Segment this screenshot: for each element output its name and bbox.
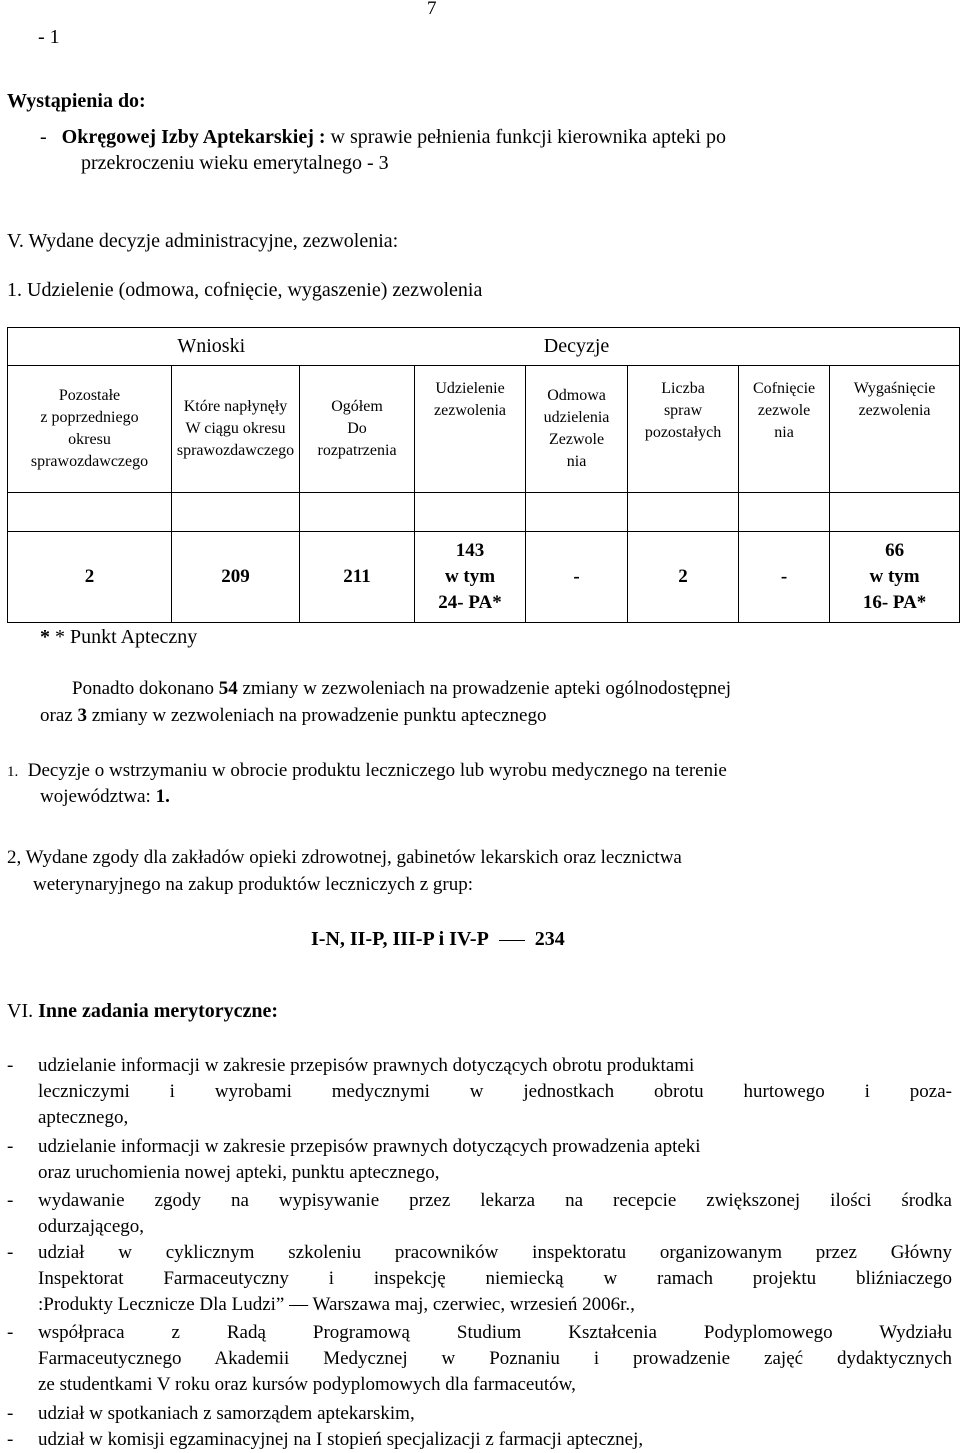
left-mark: - 1: [38, 26, 60, 48]
column-header: Które napłynęły W ciągu okresu sprawozdawczego: [172, 366, 300, 493]
column-header: Pozostałe z poprzedniego okresu sprawozdawczego: [8, 366, 172, 493]
decisions-line1: 1. Decyzje o wstrzymaniu w obrocie produktu leczniczego lub wyrobu medycznego na terenie: [7, 760, 727, 781]
appeals-item: [40, 126, 726, 149]
table-row: [8, 532, 960, 623]
appeals-dash: -: [40, 126, 62, 148]
table-cell: 66 w tym 16- PA*: [830, 532, 960, 623]
section-vi-title: VI. Inne zadania merytoryczne:: [7, 1000, 279, 1022]
table-cell: -: [526, 532, 628, 623]
group-wnioski: Wnioski: [8, 328, 415, 366]
changes-line1: Ponadto dokonano 54 zmiany w zezwoleniach na prowadzenie apteki ogólnodostępnej: [72, 678, 732, 699]
section-v-subtitle: 1. Udzielenie (odmowa, cofnięcie, wygaszenie) zezwolenia: [7, 279, 483, 301]
table-cell: 143 w tym 24- PA*: [415, 532, 526, 623]
list-item: - udzielanie informacji w zakresie przepisów prawnych dotyczących obrotu produktami leczniczymi i wyrobami medycznymi w jednostkach obrotu hurtowego i poza- aptecznego,: [7, 1055, 952, 1128]
table-header-row: [8, 366, 960, 493]
decisions-line2: województwa: 1.: [40, 786, 170, 807]
group-decyzje: Decyzje: [415, 328, 739, 366]
consents-groups: I-N, II-P, III-P i IV-P 234: [311, 928, 565, 950]
list-item: - udzielanie informacji w zakresie przepisów prawnych dotyczących prowadzenia apteki oraz uruchomienia nowej apteki, punktu aptecznego,: [7, 1136, 701, 1183]
section-v-title: V. Wydane decyzje administracyjne, zezwolenia:: [7, 230, 399, 252]
column-header: Liczba spraw pozostałych: [628, 366, 739, 493]
table-group-row: [8, 328, 960, 366]
footnote: * * Punkt Apteczny: [40, 626, 198, 648]
permits-table: [7, 327, 960, 623]
column-header: Cofnięcie zezwole nia: [739, 366, 830, 493]
list-item: - współpraca z Radą Programową Studium Kształcenia Podyplomowego Wydziału Farmaceutycznego Akademii Medycznej w Poznaniu i prowadzenie zajęć dydaktycznych ze studentkami V roku oraz kursów podyplomowych dla farmaceutów,: [7, 1322, 952, 1395]
table-cell: -: [739, 532, 830, 623]
list-item: - udział w spotkaniach z samorządem aptekarskim,: [7, 1403, 415, 1424]
page-number: 7: [427, 0, 437, 19]
consents-line2: weterynaryjnego na zakup produktów leczniczych z grup:: [33, 874, 473, 895]
table-cell: 209: [172, 532, 300, 623]
column-header: Odmowa udzielenia Zezwole nia: [526, 366, 628, 493]
column-header: Wygaśnięcie zezwolenia: [830, 366, 960, 493]
table-gap-row: [8, 493, 960, 532]
changes-line2: oraz 3 zmiany w zezwoleniach na prowadzenie punktu aptecznego: [40, 705, 547, 726]
table-cell: 2: [8, 532, 172, 623]
list-item: - wydawanie zgody na wypisywanie przez lekarza na recepcie zwiększonej ilości środka odurzającego,: [7, 1190, 952, 1237]
consents-line1: 2, Wydane zgody dla zakładów opieki zdrowotnej, gabinetów lekarskich oraz lecznictwa: [7, 847, 682, 868]
table-cell: 211: [300, 532, 415, 623]
appeals-item-rest: w sprawie pełnienia funkcji kierownika apteki po: [330, 126, 726, 148]
appeals-item-line2: przekroczeniu wieku emerytalnego - 3: [81, 152, 389, 174]
list-item: - udział w cyklicznym szkoleniu pracowników inspektoratu organizowanym przez Główny Inspektorat Farmaceutyczny i inspekcję niemiecką w ramach projektu bliźniaczego :Produkty Lecznicze Dla Ludzi” — Warszawa maj, czerwiec, wrzesień 2006r.,: [7, 1242, 952, 1315]
group-empty: [739, 328, 960, 366]
column-header: Udzielenie zezwolenia: [415, 366, 526, 493]
appeals-item-bold: Okręgowej Izby Aptekarskiej :: [61, 126, 326, 148]
list-item: - udział w komisji egzaminacyjnej na I stopień specjalizacji z farmacji aptecznej,: [7, 1429, 644, 1450]
appeals-title: Wystąpienia do:: [7, 90, 146, 112]
column-header: Ogółem Do rozpatrzenia: [300, 366, 415, 493]
table-cell: 2: [628, 532, 739, 623]
